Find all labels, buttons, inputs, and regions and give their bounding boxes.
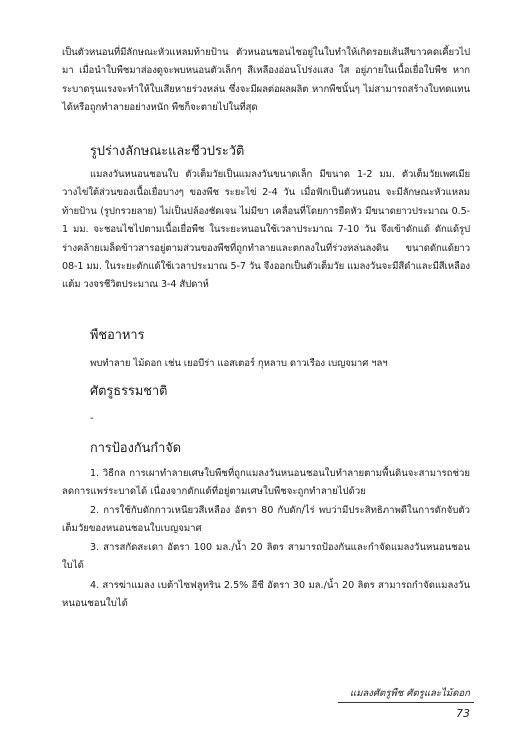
page-number: 73 [456,707,470,720]
natural-enemies-text: - [90,413,94,424]
hosts-heading: พืชอาหาร [90,328,145,343]
control-item-1: 1. วิธีกล การเผาทำลายเศษใบพืชที่ถูกแมลงวันหนอนชอนใบทำลายตามพื้นดินจะสามารถช่วยลดการแพร่ระบาดได้ เนื่องจากดักแด้ที่อยู่ตามเศษใบพืชจะถูกทำลายไปด้วย [62,468,470,498]
footer-book-title: แมลงศัตรูพืช ศัตรูและไม้ดอก [349,688,470,699]
morphology-paragraph: แมลงวันหนอนชอนใบ ตัวเต็มวัยเป็นแมลงวันขนาดเล็ก มีขนาด 1-2 มม. ตัวเต็มวัยเพศเมียวางไข่ใต้ส่วนของเนื้อเยื่อบางๆ ของพืช ระยะไข่ 2-4 วัน เมื่อฟักเป็นตัวหนอน จะมีลักษณะหัวแหลมท้ายป้าน (รูปกรวยลาย) ไม่เป็นปล้องชัดเจน ไม่มีขา เคลื่อนที่โดยการยืดหัว มีขนาดยาวประมาณ 0.5-1 มม. จะชอนไชไปตามเนื้อเยื่อพืช ในระยะหนอนใช้เวลาประมาณ 7-10 วัน จึงเข้าดักแด้ ดักแด้รูปร่างคล้ายเมล็ดข้าวสารอยู่ตามส่วนของพืชที่ถูกทำลายและตกลงในที่ร่วงหล่นลงดิน ขนาดดักแด้ยาว 08-1 มม. ในระยะดักแด้ใช้เวลาประมาณ 5-7 วัน จึงออกเป็นตัวเต็มวัย แมลงวันจะมีสีดำและมีสีเหลืองแต้ม วงจรชีวิตประมาณ 3-4 สัปดาห์ [62,169,470,291]
control-item-2: 2. การใช้กับดักกาวเหนียวสีเหลือง อัตรา 80 กับดัก/ไร่ พบว่ามีประสิทธิภาพดีในการดักจับตัวเต็มวัยของหนอนชอนใบเบญจมาศ [62,505,470,535]
natural-enemies-heading: ศัตรูธรรมชาติ [90,384,168,399]
hosts-paragraph: พบทำลาย ไม้ดอก เช่น เยอบีร่า แอสเตอร์ กุหลาบ ดาวเรือง เบญจมาศ ฯลฯ [90,358,388,369]
morphology-heading: รูปร่างลักษณะและชีวประวัติ [90,144,245,159]
control-item-3: 3. สารสกัดสะเดา อัตรา 100 มล./น้ำ 20 ลิตร สามารถป้องกันและกำจัดแมลงวันหนอนชอนใบได้ [62,542,470,572]
control-item-4: 4. สารฆ่าแมลง เบต้าไซฟลูทริน 2.5% อีซี อัตรา 30 มล./น้ำ 20 ลิตร สามารถกำจัดแมลงวันหนอนชอนใบได้ [62,580,470,610]
control-heading: การป้องกันกำจัด [90,441,182,456]
footer-divider [338,702,474,703]
intro-paragraph: เป็นตัวหนอนที่มีลักษณะหัวแหลมท้ายป้าน ตัวหนอนชอนไชอยู่ในใบทำให้เกิดรอยเส้นสีขาวคดเคี้ยวไปมา เมื่อนำใบพืชมาส่องดูจะพบหนอนตัวเล็กๆ สีเหลืองอ่อนโปร่งแสง ใส อยู่ภายในเนื้อเยื่อใบพืช หากระบาดรุนแรงจะทำให้ใบเสียหายร่วงหล่น ซึ่งจะมีผลต่อผลผลิต หากพืชนั้นๆ ไม่สามารถสร้างใบทดแทนได้หรือถูกทำลายอย่างหนัก พืชก็จะตายไปในที่สุด [62,47,470,114]
